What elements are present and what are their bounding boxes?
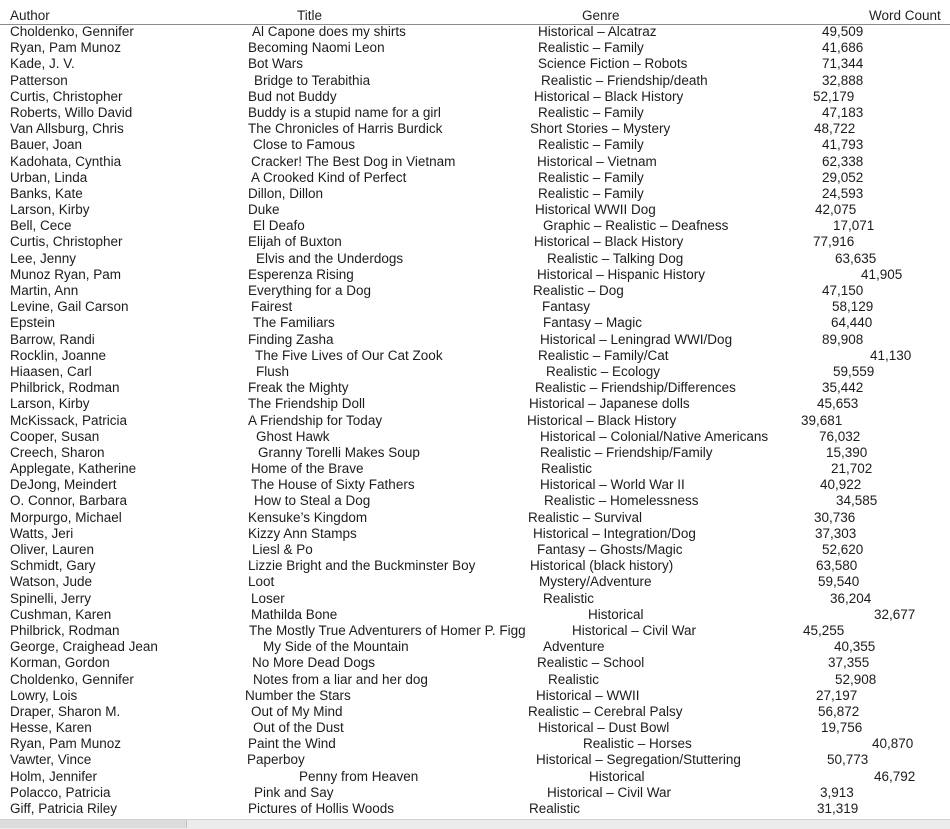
cell-title: Dillon, Dillon <box>248 185 324 201</box>
cell-genre: Short Stories – Mystery <box>530 121 671 137</box>
cell-title: Ghost Hawk <box>256 428 330 444</box>
cell-genre: Realistic – Ecology <box>546 363 661 379</box>
cell-author: McKissack, Patricia <box>10 412 128 428</box>
cell-title: Liesl & Po <box>252 542 313 557</box>
table-row[interactable] <box>0 364 950 380</box>
cell-author: George, Craighead Jean <box>10 639 158 655</box>
cell-title: El Deafo <box>253 218 305 234</box>
cell-genre: Realistic – Talking Dog <box>547 250 684 266</box>
cell-title: Pictures of Hollis Woods <box>248 801 395 816</box>
cell-word-count: 58,129 <box>832 299 874 315</box>
cell-title: The Chronicles of Harris Burdick <box>248 121 443 137</box>
table-row[interactable] <box>0 591 950 607</box>
cell-author: Cushman, Karen <box>10 606 112 622</box>
table-row[interactable] <box>0 105 950 121</box>
cell-author: Creech, Sharon <box>10 444 105 460</box>
cell-author: Ryan, Pam Munoz <box>10 736 122 752</box>
cell-author: Schmidt, Gary <box>10 558 96 574</box>
table-row[interactable] <box>0 542 950 558</box>
cell-word-count: 48,722 <box>814 121 856 137</box>
cell-author: O. Connor, Barbara <box>10 493 128 509</box>
table-row[interactable] <box>0 510 950 526</box>
cell-author: Van Allsburg, Chris <box>10 121 124 137</box>
cell-title: Out of the Dust <box>253 720 344 736</box>
table-row[interactable] <box>0 574 950 590</box>
cell-title: Freak the Mighty <box>248 380 349 396</box>
cell-author: Philbrick, Rodman <box>10 380 120 396</box>
cell-title: Loser <box>251 590 285 606</box>
cell-word-count: 52,908 <box>835 671 877 687</box>
table-row[interactable] <box>0 299 950 315</box>
cell-title: Penny from Heaven <box>299 768 419 784</box>
cell-word-count: 29,052 <box>822 169 864 185</box>
cell-genre: Historical – Colonial/Native Americans <box>540 428 769 444</box>
cell-author: Roberts, Willo David <box>10 104 133 120</box>
cell-author: Epstein <box>10 315 56 331</box>
cell-author: DeJong, Meindert <box>10 477 117 493</box>
cell-genre: Graphic – Realistic – Deafness <box>543 218 729 234</box>
cell-genre: Historical – Segregation/Stuttering <box>536 752 741 768</box>
cell-word-count: 40,355 <box>834 639 876 655</box>
cell-genre: Realistic – Friendship/Family <box>540 444 713 460</box>
table-row[interactable] <box>0 186 950 202</box>
table-row[interactable] <box>0 607 950 623</box>
cell-word-count: 45,653 <box>817 396 859 412</box>
cell-title: No More Dead Dogs <box>252 655 376 671</box>
cell-word-count: 59,559 <box>833 363 875 379</box>
cell-title: Elijah of Buxton <box>248 234 342 250</box>
cell-title: Everything for a Dog <box>248 283 372 298</box>
table-row[interactable] <box>0 785 950 801</box>
cell-genre: Historical – Alcatraz <box>538 24 657 39</box>
cell-genre: Historical <box>588 606 644 622</box>
table-row[interactable] <box>0 202 950 218</box>
cell-title: Flush <box>256 363 290 379</box>
table-row[interactable] <box>0 251 950 267</box>
table-row[interactable] <box>0 769 950 785</box>
cell-title: The Friendship Doll <box>248 396 366 412</box>
cell-genre: Historical – Japanese dolls <box>529 396 690 412</box>
cell-author: Choldenko, Gennifer <box>10 24 134 39</box>
table-row[interactable] <box>0 121 950 137</box>
table-row[interactable] <box>0 315 950 331</box>
cell-author: Cooper, Susan <box>10 428 100 444</box>
cell-author: Hiaasen, Carl <box>10 363 92 379</box>
cell-word-count: 89,908 <box>822 331 864 347</box>
cell-genre: Fantasy <box>542 299 591 315</box>
cell-word-count: 76,032 <box>819 428 861 444</box>
cell-word-count: 62,338 <box>822 153 864 169</box>
table-row[interactable] <box>0 283 950 299</box>
cell-author: Curtis, Christopher <box>10 234 123 250</box>
table-row[interactable] <box>0 234 950 250</box>
cell-author: Holm, Jennifer <box>10 768 98 784</box>
table-row[interactable] <box>0 801 950 817</box>
cell-genre: Historical – Integration/Dog <box>533 525 696 541</box>
cell-author: Patterson <box>10 72 68 88</box>
header-title[interactable]: Title <box>297 8 323 23</box>
cell-genre: Realistic – Friendship/Differences <box>535 380 736 396</box>
table-row[interactable] <box>0 752 950 768</box>
cell-genre: Realistic – Family <box>538 40 644 56</box>
cell-word-count: 41,130 <box>870 347 912 363</box>
cell-word-count: 17,071 <box>833 218 875 234</box>
cell-title: The Familiars <box>253 315 335 331</box>
cell-author: Levine, Gail Carson <box>10 299 129 315</box>
cell-author: Spinelli, Jerry <box>10 590 92 606</box>
column-header-row <box>0 8 950 25</box>
cell-author: Curtis, Christopher <box>10 88 123 104</box>
cell-title: My Side of the Mountain <box>263 639 409 655</box>
table-row[interactable] <box>0 380 950 396</box>
cell-title: Close to Famous <box>253 137 356 153</box>
table-row[interactable] <box>0 477 950 493</box>
cell-title: Loot <box>248 574 275 590</box>
table-row[interactable] <box>0 623 950 639</box>
cell-title: How to Steal a Dog <box>254 493 371 509</box>
cell-author: Ryan, Pam Munoz <box>10 40 122 56</box>
cell-word-count: 30,736 <box>814 509 856 525</box>
cell-genre: Fantasy – Magic <box>543 315 643 331</box>
table-row[interactable] <box>0 40 950 56</box>
cell-genre: Historical – Black History <box>534 234 684 250</box>
cell-word-count: 3,913 <box>820 784 854 800</box>
book-rows <box>0 24 950 817</box>
cell-author: Larson, Kirby <box>10 202 90 218</box>
table-row[interactable] <box>0 396 950 412</box>
cell-title: Kensuke’s Kingdom <box>248 509 368 525</box>
cell-genre: Fantasy – Ghosts/Magic <box>537 542 683 557</box>
cell-genre: Historical – Black History <box>534 88 684 104</box>
cell-word-count: 37,303 <box>815 525 857 541</box>
cell-genre: Historical – Civil War <box>547 784 672 800</box>
cell-author: Rocklin, Joanne <box>10 347 107 363</box>
cell-genre: Historical – Leningrad WWI/Dog <box>540 331 733 347</box>
cell-title: Granny Torelli Makes Soup <box>258 444 420 460</box>
cell-author: Watson, Jude <box>10 574 93 590</box>
table-row[interactable] <box>0 720 950 736</box>
cell-author: Giff, Patricia Riley <box>10 801 118 816</box>
cell-genre: Realistic – Dog <box>533 283 624 298</box>
table-row[interactable] <box>0 348 950 364</box>
cell-word-count: 40,870 <box>872 736 914 752</box>
cell-title: Bud not Buddy <box>248 88 337 104</box>
cell-word-count: 21,702 <box>831 461 873 477</box>
cell-title: Duke <box>248 202 280 218</box>
cell-genre: Realistic – Homelessness <box>544 493 699 509</box>
cell-word-count: 32,677 <box>874 606 916 622</box>
cell-genre: Realistic <box>529 801 581 816</box>
cell-title: Buddy is a stupid name for a girl <box>248 104 441 120</box>
cell-author: Philbrick, Rodman <box>10 622 120 638</box>
cell-word-count: 47,183 <box>822 104 864 120</box>
cell-author: Munoz Ryan, Pam <box>10 266 122 282</box>
cell-title: Bridge to Terabithia <box>254 72 371 88</box>
cell-genre: Realistic – Family <box>538 169 644 185</box>
cell-genre: Historical WWII Dog <box>535 202 656 218</box>
cell-title: A Crooked Kind of Perfect <box>251 169 407 185</box>
cell-author: Applegate, Katherine <box>10 461 137 477</box>
table-row[interactable] <box>0 332 950 348</box>
cell-word-count: 32,888 <box>822 72 864 88</box>
cell-word-count: 63,580 <box>816 558 858 574</box>
cell-word-count: 56,872 <box>818 703 860 719</box>
cell-title: Kizzy Ann Stamps <box>248 525 357 541</box>
table-row[interactable] <box>0 736 950 752</box>
table-row[interactable] <box>0 267 950 283</box>
cell-author: Lee, Jenny <box>10 250 77 266</box>
cell-genre: Realistic – Horses <box>583 736 692 752</box>
cell-title: A Friendship for Today <box>248 412 383 428</box>
cell-genre: Historical – Civil War <box>572 622 697 638</box>
cell-genre: Historical – Dust Bowl <box>538 720 670 736</box>
cell-word-count: 31,319 <box>817 801 859 816</box>
cell-author: Banks, Kate <box>10 185 83 201</box>
table-row[interactable] <box>0 429 950 445</box>
table-row[interactable] <box>0 137 950 153</box>
cell-genre: Historical (black history) <box>530 558 674 574</box>
cell-title: Mathilda Bone <box>251 606 338 622</box>
table-row[interactable] <box>0 526 950 542</box>
cell-title: Fairest <box>251 299 293 315</box>
cell-author: Watts, Jeri <box>10 525 74 541</box>
cell-word-count: 36,204 <box>830 590 872 606</box>
table-row[interactable] <box>0 558 950 574</box>
header-author[interactable]: Author <box>10 8 50 23</box>
table-row[interactable] <box>0 493 950 509</box>
cell-word-count: 42,075 <box>815 202 857 218</box>
cell-word-count: 15,390 <box>826 444 868 460</box>
cell-title: The Mostly True Adventurers of Homer P. Figg <box>249 622 526 638</box>
cell-genre: Historical – WWII <box>536 687 640 703</box>
cell-genre: Realistic – School <box>537 655 645 671</box>
table-row[interactable] <box>0 704 950 720</box>
table-row[interactable] <box>0 655 950 671</box>
cell-title: Cracker! The Best Dog in Vietnam <box>251 153 456 169</box>
cell-word-count: 34,585 <box>836 493 878 509</box>
cell-author: Choldenko, Gennifer <box>10 671 134 687</box>
cell-title: The Five Lives of Our Cat Zook <box>255 347 443 363</box>
header-word-count[interactable]: Word Count <box>869 8 941 23</box>
table-row[interactable] <box>0 56 950 72</box>
cell-word-count: 77,916 <box>813 234 855 250</box>
cell-title: Paint the Wind <box>248 736 336 752</box>
cell-genre: Adventure <box>543 639 605 655</box>
cell-title: Number the Stars <box>245 687 351 703</box>
cell-author: Bell, Cece <box>10 218 72 234</box>
cell-genre: Science Fiction – Robots <box>538 56 688 72</box>
cell-title: Elvis and the Underdogs <box>256 250 404 266</box>
cell-word-count: 49,509 <box>822 24 864 39</box>
cell-genre: Historical – Black History <box>527 412 677 428</box>
cell-author: Kade, J. V. <box>10 56 75 72</box>
cell-word-count: 64,440 <box>831 315 873 331</box>
table-row[interactable] <box>0 24 950 40</box>
cell-genre: Realistic <box>548 671 600 687</box>
cell-word-count: 71,344 <box>822 56 864 72</box>
cell-genre: Realistic – Survival <box>528 509 643 525</box>
cell-author: Martin, Ann <box>10 283 79 298</box>
cell-author: Vawter, Vince <box>10 752 92 768</box>
table-row[interactable] <box>0 218 950 234</box>
cell-author: Draper, Sharon M. <box>10 703 121 719</box>
table-row[interactable] <box>0 413 950 429</box>
cell-genre: Realistic – Cerebral Palsy <box>528 703 683 719</box>
cell-genre: Historical – World War II <box>540 477 685 493</box>
cell-genre: Realistic <box>541 461 593 477</box>
cell-word-count: 24,593 <box>822 185 864 201</box>
cell-author: Barrow, Randi <box>10 331 95 347</box>
cell-word-count: 47,150 <box>822 283 864 298</box>
table-row[interactable] <box>0 672 950 688</box>
cell-genre: Historical – Vietnam <box>537 153 657 169</box>
cell-genre: Realistic – Family/Cat <box>538 347 669 363</box>
cell-genre: Realistic – Family <box>538 137 644 153</box>
table-row[interactable] <box>0 461 950 477</box>
cell-title: Paperboy <box>247 752 305 768</box>
cell-word-count: 35,442 <box>822 380 864 396</box>
cell-word-count: 41,793 <box>822 137 864 153</box>
cell-title: Bot Wars <box>248 56 304 72</box>
cell-word-count: 52,179 <box>813 88 855 104</box>
cell-genre: Historical – Hispanic History <box>537 266 706 282</box>
cell-title: The House of Sixty Fathers <box>251 477 415 493</box>
scrollbar-thumb[interactable] <box>0 820 187 828</box>
cell-word-count: 41,686 <box>822 40 864 56</box>
cell-author: Bauer, Joan <box>10 137 83 153</box>
header-genre[interactable]: Genre <box>582 8 620 23</box>
cell-author: Oliver, Lauren <box>10 542 95 557</box>
cell-genre: Historical <box>589 768 645 784</box>
cell-title: Finding Zasha <box>248 331 334 347</box>
cell-title: Al Capone does my shirts <box>252 24 406 39</box>
cell-word-count: 40,922 <box>820 477 862 493</box>
cell-author: Polacco, Patricia <box>10 784 111 800</box>
cell-word-count: 50,773 <box>827 752 869 768</box>
table-row[interactable] <box>0 170 950 186</box>
cell-word-count: 63,635 <box>835 250 877 266</box>
cell-genre: Realistic – Family <box>538 185 644 201</box>
cell-word-count: 19,756 <box>821 720 863 736</box>
cell-word-count: 41,905 <box>861 266 903 282</box>
cell-title: Esperenza Rising <box>248 266 354 282</box>
cell-genre: Realistic – Family <box>538 104 644 120</box>
table-row[interactable] <box>0 688 950 704</box>
cell-author: Hesse, Karen <box>10 720 92 736</box>
table-row[interactable] <box>0 154 950 170</box>
table-row[interactable] <box>0 89 950 105</box>
cell-word-count: 46,792 <box>874 768 916 784</box>
cell-word-count: 27,197 <box>816 687 858 703</box>
table-row[interactable] <box>0 639 950 655</box>
cell-author: Larson, Kirby <box>10 396 90 412</box>
cell-word-count: 37,355 <box>828 655 870 671</box>
table-row[interactable] <box>0 445 950 461</box>
cell-author: Urban, Linda <box>10 169 88 185</box>
cell-author: Korman, Gordon <box>10 655 110 671</box>
cell-genre: Realistic <box>543 590 595 606</box>
cell-word-count: 52,620 <box>822 542 864 557</box>
cell-author: Lowry, Lois <box>10 687 78 703</box>
cell-title: Lizzie Bright and the Buckminster Boy <box>248 558 476 574</box>
cell-title: Home of the Brave <box>251 461 364 477</box>
cell-genre: Realistic – Friendship/death <box>541 72 708 88</box>
cell-author: Morpurgo, Michael <box>10 509 122 525</box>
table-row[interactable] <box>0 73 950 89</box>
cell-author: Kadohata, Cynthia <box>10 153 122 169</box>
cell-title: Out of My Mind <box>251 703 343 719</box>
cell-word-count: 39,681 <box>801 412 843 428</box>
cell-word-count: 59,540 <box>818 574 860 590</box>
cell-title: Pink and Say <box>254 784 334 800</box>
cell-genre: Mystery/Adventure <box>539 574 652 590</box>
cell-title: Becoming Naomi Leon <box>248 40 385 56</box>
cell-word-count: 45,255 <box>803 622 845 638</box>
cell-title: Notes from a liar and her dog <box>253 671 428 687</box>
